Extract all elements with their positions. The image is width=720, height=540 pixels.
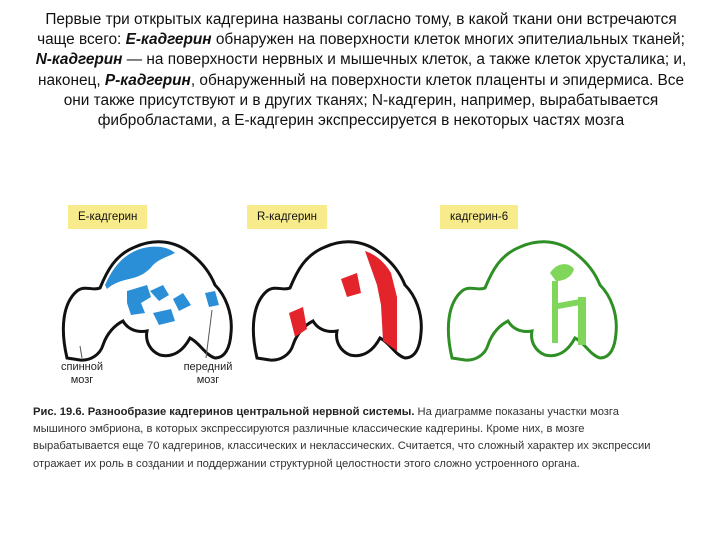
figure-caption bbox=[33, 404, 673, 473]
p-cadherin-term: Р-кадгерин bbox=[104, 71, 191, 89]
label-e-cadherin: Е-кадгерин bbox=[68, 205, 147, 229]
intro-text-2: обнаружен на поверхности клеток многих эпителиальных тканей; bbox=[211, 31, 685, 49]
e-cadherin-term: Е-кадгерин bbox=[125, 31, 212, 49]
n-cadherin-term: N-кадгерин bbox=[35, 51, 123, 69]
spinal-cord-pointer bbox=[0, 195, 720, 395]
forebrain-label: передний мозг bbox=[183, 361, 233, 386]
intro-paragraph bbox=[28, 10, 694, 131]
intro-text-4: , обнаруженный на поверхности клеток плаценты и эпидермиса. Все они также присутствуют и в других тканях; N-кадгерин, например, вырабатывается фибробластами, а Е-кадгерин экспрессируется в некоторых частях мозга bbox=[63, 71, 685, 130]
label-cadherin-6: кадгерин-6 bbox=[440, 205, 518, 229]
intro-text-1: Первые три открытых кадгерина названы согласно тому, в какой ткани они встречаются чаще всего: bbox=[37, 11, 677, 49]
label-r-cadherin: R-кадгерин bbox=[247, 205, 327, 229]
cadherin-figure bbox=[0, 195, 720, 395]
caption-text: На диаграмме показаны участки мозга мышиного эмбриона, в которых экспрессируются различные классические кадгерины. Кроме них, в мозге вырабатывается еще 70 кадгеринов, классических и неклассических. Считается, что сложный характер их экспрессии отражает их роль в создании и поддержании структурной целостности этого сложно устроенного органа. bbox=[33, 406, 651, 470]
caption-title: Рис. 19.6. Разнообразие кадгеринов центральной нервной системы. bbox=[33, 406, 415, 418]
spinal-cord-label: спинной мозг bbox=[60, 361, 103, 386]
intro-text-3: — на поверхности нервных и мышечных клеток, а также клеток хрусталика; и, наконец, bbox=[37, 51, 687, 89]
